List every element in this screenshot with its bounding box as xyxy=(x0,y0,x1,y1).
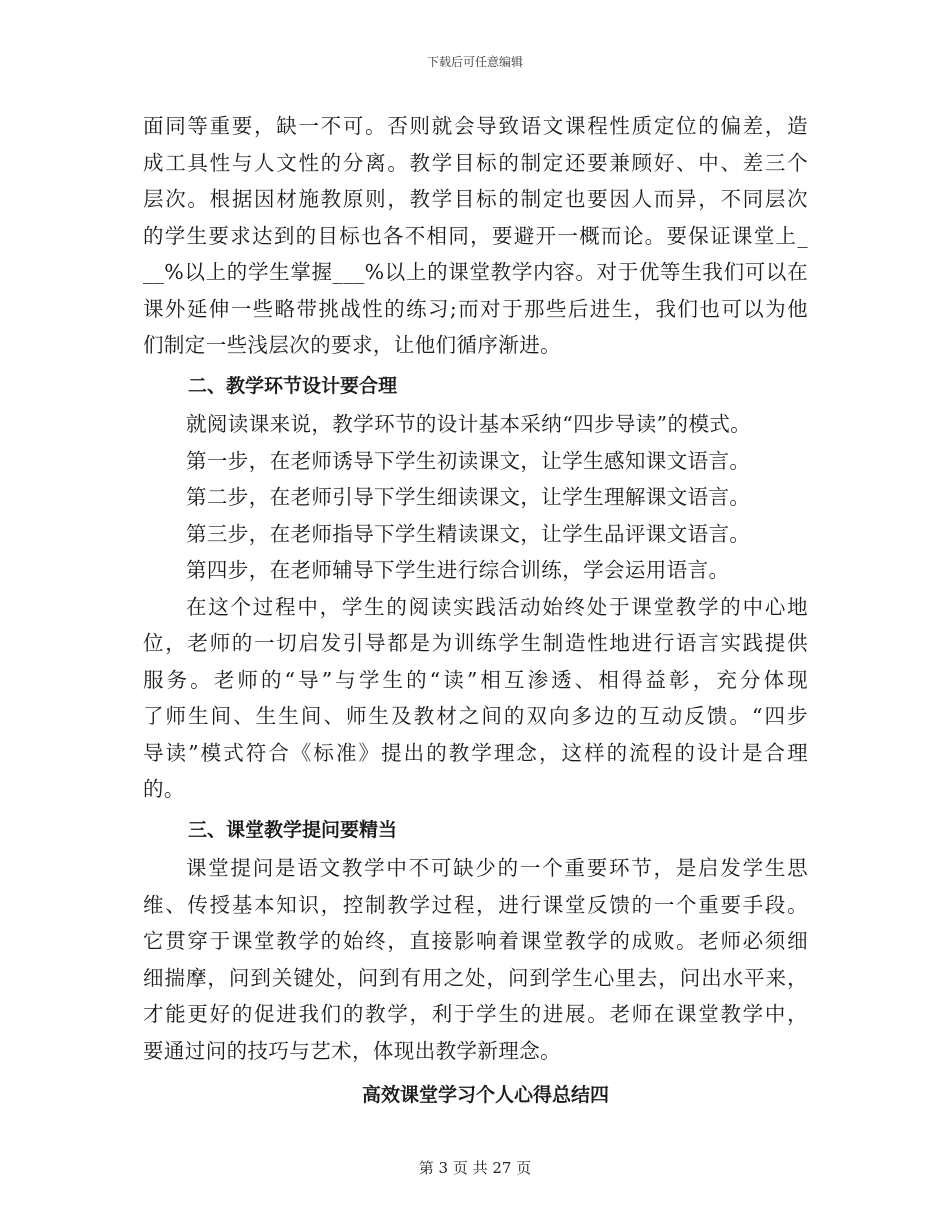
text-line: 在这个过程中，学生的阅读实践活动始终处于课堂教学的中心地 xyxy=(186,594,808,619)
text-line: 课堂提问是语文教学中不可缺少的一个重要环节，是启发学生思 xyxy=(186,856,808,880)
text-line: 就阅读课来说，教学环节的设计基本采纳“四步导读”的模式。 xyxy=(186,412,752,436)
text-line: 导读”模式符合《标准》提出的教学理念，这样的流程的设计是合理 xyxy=(143,740,808,765)
text-line: 层次。根据因材施教原则，教学目标的制定也要因人而异，不同层次 xyxy=(143,187,808,211)
document-title: 高效课堂学习个人心得总结四 xyxy=(361,1084,609,1106)
text-line: 第四步，在老师辅导下学生进行综合训练，学会运用语言。 xyxy=(186,558,730,582)
text-line: __%以上的学生掌握___%以上的课堂教学内容。对于优等生我们可以在 xyxy=(143,260,808,284)
text-line: 第一步，在老师诱导下学生初读课文，让学生感知课文语言。 xyxy=(186,448,751,473)
page-footer: 第 3 页 共 27 页 xyxy=(418,1159,532,1177)
text-line: 它贯穿于课堂教学的始终，直接影响着课堂教学的成败。老师必须细 xyxy=(143,929,808,953)
text-line: 面同等重要，缺一不可。否则就会导致语文课程性质定位的偏差，造 xyxy=(143,114,808,138)
text-line: 维、传授基本知识，控制教学过程，进行课堂反馈的一个重要手段。 xyxy=(143,892,808,917)
text-line: 了师生间、生生间、师生及教材之间的双向多边的互动反馈。“四步 xyxy=(143,704,808,728)
paragraph-4 xyxy=(143,850,808,1069)
section-heading-3: 三、课堂教学提问要精当 xyxy=(188,818,398,841)
text-line: 们制定一些浅层次的要求，让他们循序渐进。 xyxy=(143,333,561,357)
paragraph-3 xyxy=(143,589,808,808)
page-header: 下载后可任意编辑 xyxy=(426,55,523,69)
paragraph-1 xyxy=(143,108,808,364)
section-heading-2: 二、教学环节设计要合理 xyxy=(188,374,398,397)
text-line: 第二步，在老师引导下学生细读课文，让学生理解课文语言。 xyxy=(186,485,751,509)
text-line: 成工具性与人文性的分离。教学目标的制定还要兼顾好、中、差三个 xyxy=(143,150,808,175)
text-line: 服务。老师的“导”与学生的“读”相互渗透、相得益彰，充分体现 xyxy=(143,667,808,692)
text-line: 的学生要求达到的目标也各不相同，要避开一概而论。要保证课堂上_ xyxy=(143,223,808,248)
text-line: 要通过问的技巧与艺术，体现出教学新理念。 xyxy=(143,1038,561,1063)
text-line: 才能更好的促进我们的教学，利于学生的进展。老师在课堂教学中， xyxy=(143,1002,808,1026)
paragraph-2 xyxy=(143,406,808,589)
text-line: 第三步，在老师指导下学生精读课文，让学生品评课文语言。 xyxy=(186,521,751,546)
text-line: 课外延伸一些略带挑战性的练习;而对于那些后进生，我们也可以为他 xyxy=(143,296,808,321)
text-line: 的。 xyxy=(143,777,185,801)
document-body xyxy=(143,108,808,1115)
text-line: 位，老师的一切启发引导都是为训练学生制造性地进行语言实践提供 xyxy=(143,631,808,655)
text-line: 细揣摩，问到关键处，问到有用之处，问到学生心里去，问出水平来， xyxy=(143,965,808,990)
